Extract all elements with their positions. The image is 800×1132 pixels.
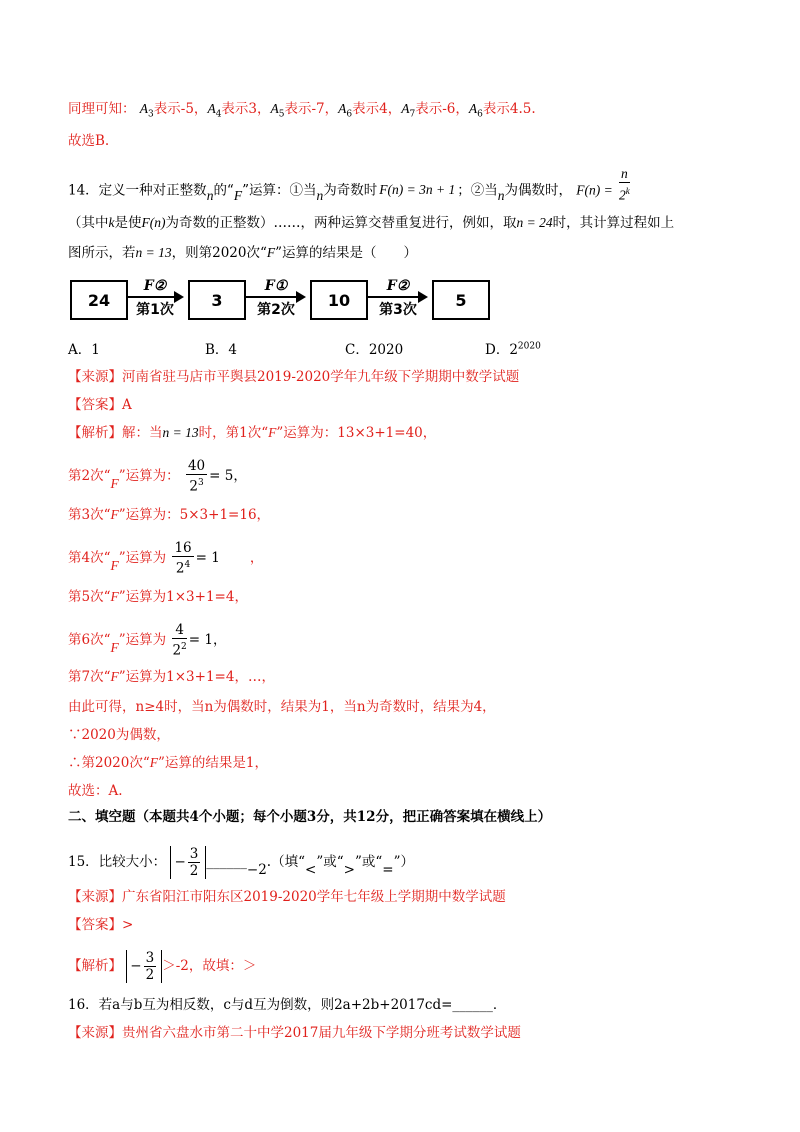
q15-source: 【来源】广东省阳江市阳东区2019-2020学年七年级上学期期中数学试题 [68, 889, 506, 905]
diagram-arrow-3: F② 第3次 [368, 278, 428, 314]
prev-term: $A_4$表示3， [207, 101, 271, 120]
q15-answer: 【答案】> [68, 917, 134, 933]
sol14-step-9: ∵2020为偶数， [68, 727, 170, 743]
sol14-step-1: 【解析】解：当n = 13时，第1次“F”运算为：13×3+1=40， [68, 425, 437, 441]
q14-fraction: $\frac{n}{2^k}$ [619, 166, 630, 203]
sol14-step-8: 由此可得，n≥4时，当n为偶数时，结果为1，当n为奇数时，结果为4， [68, 699, 496, 715]
diagram-box-3: 10 [310, 280, 368, 320]
sol14-step-3: 第3次“F”运算为：5×3+1=16， [68, 507, 271, 523]
prev-term: $A_6$表示4， [338, 101, 402, 120]
prev-line-2: 故选B. [68, 133, 110, 149]
choice-c: C．2020 [345, 342, 404, 358]
q16-source: 【来源】贵州省六盘水市第二十中学2017届九年级下学期分班考试数学试题 [68, 1025, 521, 1041]
choice-a: A．1 [68, 342, 100, 358]
sol14-step-10: ∴第2020次“F”运算的结果是1， [68, 755, 269, 771]
sol14-source: 【来源】河南省驻马店市平舆县2019-2020学年九年级下学期期中数学试题 [68, 369, 520, 385]
section-heading: 二、填空题（本题共4个小题；每个小题3分，共12分，把正确答案填在横线上） [68, 809, 552, 825]
sol14-step-2: 第2次“F”运算为： $\frac{40}{2^3}$ = 5， [68, 458, 247, 495]
choice-d: D．$2^{2020}$ [485, 341, 541, 358]
sol14-step-7: 第7次“F”运算为1×3+1=4，…， [68, 669, 275, 685]
sol14-step-6: 第6次“F”运算为 $\frac{4}{2^2}$ = 1， [68, 622, 227, 659]
sol14-step-11: 故选：A. [68, 783, 123, 799]
sol14-answer: 【答案】A [68, 397, 132, 413]
q14-line-2: （其中k是使F(n)为奇数的正整数）……，两种运算交替重复进行，例如，取n = 24时，其计算过程如上 [68, 215, 675, 231]
diagram-box-4: 5 [432, 280, 490, 320]
prev-term: $A_6$表示4.5. [468, 101, 536, 120]
q15-absolute: − $\frac{3}{2}$ [170, 846, 206, 879]
sol14-step-4: 第4次“F”运算为 $\frac{16}{2^4}$ = 1 ， [68, 540, 264, 577]
q15-solution: 【解析】 − $\frac{3}{2}$ ＞-2，故填：＞ [68, 950, 257, 983]
q14-line-3: 图所示，若n = 13，则第2020次“F”运算的结果是（ ） [68, 245, 418, 261]
q15-line: 15．比较大小： − $\frac{3}{2}$ ______−2.（填“<”或“>”或“=”） [68, 846, 414, 879]
diagram-arrow-2: F① 第2次 [246, 278, 306, 314]
sol14-step-5: 第5次“F”运算为1×3+1=4， [68, 589, 248, 605]
q14-line-1: 14．定义一种对正整数n的“F”运算：①当n为奇数时 F(n) = 3n + 1 ；②当n为偶数时， F(n) = $\frac{n}{2^k}$ [68, 166, 630, 204]
prev-line-1: 同理可知： $A_3$表示-5，$A_4$表示3，$A_5$表示-7，$A_6$表示4，$A_7$表示-6，$A_6$表示4.5. [68, 101, 536, 120]
diagram-arrow-1: F② 第1次 [126, 278, 184, 314]
choice-b: B．4 [205, 342, 238, 358]
diagram-box-1: 24 [70, 280, 128, 320]
diagram-box-2: 3 [188, 280, 246, 320]
q16-stem: 16．若a与b互为相反数，c与d互为倒数，则2a+2b+2017cd=______． [68, 997, 507, 1013]
prev-term: $A_3$表示-5， [139, 101, 208, 120]
prev-term: $A_7$表示-6， [401, 101, 469, 120]
prev-terms [139, 101, 536, 120]
prev-term: $A_5$表示-7， [270, 101, 339, 120]
